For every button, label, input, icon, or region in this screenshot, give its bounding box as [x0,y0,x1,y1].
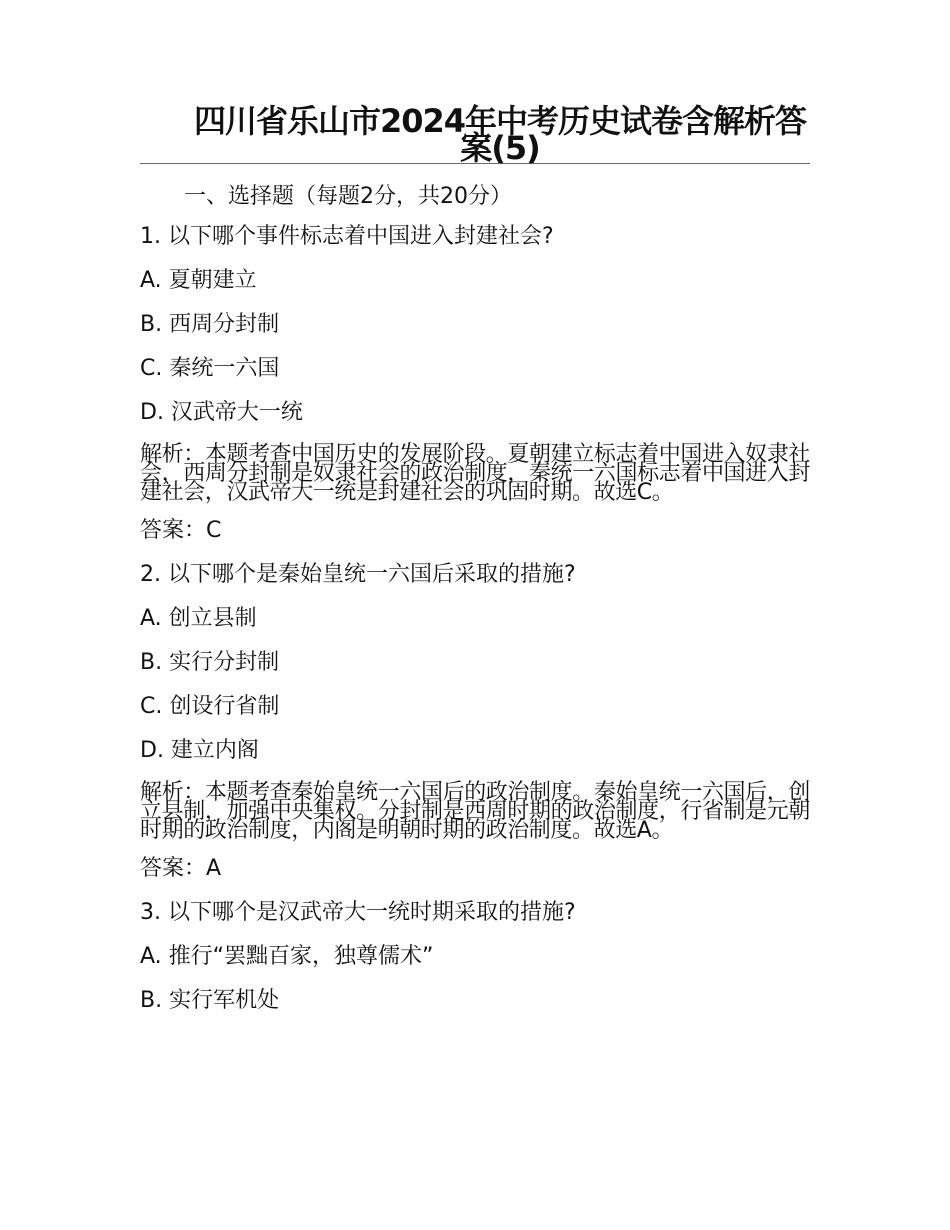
document-title: 四川省乐山市2024年中考历史试卷含解析答案(5) [193,102,807,167]
question-2-option-d: D. 建立内阁 [140,738,259,763]
question-2-option-b: B. 实行分封制 [140,650,280,675]
document-page [140,100,810,1016]
question-1-option-a: A. 夏朝建立 [140,268,257,293]
question-1-option-c: C. 秦统一六国 [140,356,280,381]
question-2-analysis: 解析：本题考查秦始皇统一六国后的政治制度。秦始皇统一六国后，创立县制，加强中央集权。分封制是西周时期的政治制度，行省制是元朝时期的政治制度，内阁是明朝时期的政治制度。故选A。 [140,780,810,843]
question-1-answer: 答案：C [140,518,222,543]
question-1-stem: 1. 以下哪个事件标志着中国进入封建社会? [140,224,554,249]
question-2-option-c: C. 创设行省制 [140,694,280,719]
question-2-stem: 2. 以下哪个是秦始皇统一六国后采取的措施? [140,562,576,587]
section-heading: 一、选择题（每题2分，共20分） [184,184,512,209]
question-3-stem: 3. 以下哪个是汉武帝大一统时期采取的措施? [140,900,576,925]
question-3-option-a: A. 推行“罢黜百家，独尊儒术” [140,944,434,969]
question-2-option-a: A. 创立县制 [140,606,257,631]
question-1-option-b: B. 西周分封制 [140,312,280,337]
question-1-option-d: D. 汉武帝大一统 [140,400,303,425]
question-2-answer: 答案：A [140,856,222,881]
question-3-option-b: B. 实行军机处 [140,988,280,1013]
question-1-analysis: 解析：本题考查中国历史的发展阶段。夏朝建立标志着中国进入奴隶社会，西周分封制是奴隶社会的政治制度，秦统一六国标志着中国进入封建社会，汉武帝大一统是封建社会的巩固时期。故选C。 [140,442,810,505]
